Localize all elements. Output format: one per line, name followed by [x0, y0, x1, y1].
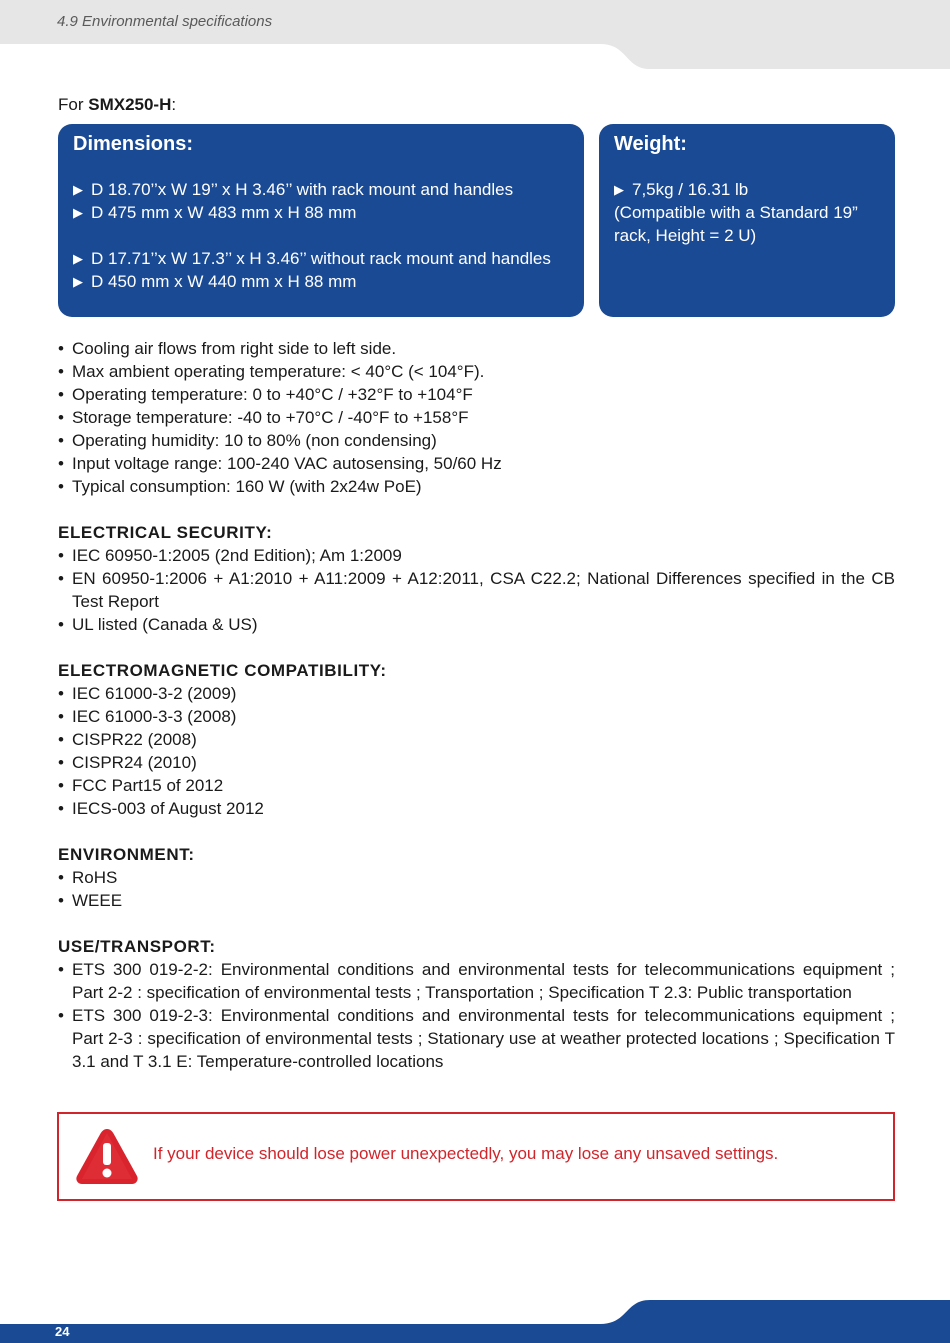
weight-title: Weight: [614, 133, 687, 155]
spec-item: • Typical consumption: 160 W (with 2x24w PoE) [58, 477, 422, 496]
electrical-security-heading: ELECTRICAL SECURITY: [58, 523, 273, 542]
list-item: • IEC 61000-3-2 (2009) [58, 684, 237, 703]
list-item: • IEC 60950-1:2005 (2nd Edition); Am 1:2009 [58, 546, 402, 565]
list-item: • CISPR24 (2010) [58, 753, 197, 772]
list-item: • ETS 300 019-2-2: Environmental conditions and environmental tests for telecommunications equipment ; Part 2-2 : specification of environmental tests ; Transportation ; Specification T 2.3: Public transportation [58, 960, 895, 1002]
weight-box [599, 124, 895, 317]
dimensions-title: Dimensions: [73, 133, 194, 155]
dimensions-box [58, 124, 584, 317]
spec-item: • Input voltage range: 100-240 VAC autosensing, 50/60 Hz [58, 454, 502, 473]
dimension-line: ▶ D 18.70’’x W 19’’ x H 3.46’’ with rack mount and handles [73, 180, 514, 199]
warning-text: If your device should lose power unexpectedly, you may lose any unsaved settings. [153, 1144, 779, 1163]
transport-heading: USE/TRANSPORT: [58, 937, 216, 956]
model-line: For SMX250-H: [58, 95, 177, 114]
warning-box [57, 1112, 895, 1201]
triangle-right-icon: ▶ [73, 182, 83, 197]
warning-triangle-icon [74, 1126, 140, 1186]
spec-item: • Storage temperature: -40 to +70°C / -40°F to +158°F [58, 408, 469, 427]
spec-item: • Cooling air flows from right side to left side. [58, 339, 397, 358]
dimension-line: ▶ D 475 mm x W 483 mm x H 88 mm [73, 203, 357, 222]
list-item: • FCC Part15 of 2012 [58, 776, 224, 795]
spec-content [58, 337, 895, 1073]
spec-item: • Operating humidity: 10 to 80% (non condensing) [58, 431, 437, 450]
weight-line: ▶ 7,5kg / 16.31 lb [614, 180, 749, 199]
dimension-line: ▶ D 17.71’’x W 17.3’’ x H 3.46’’ without rack mount and handles [73, 249, 551, 268]
triangle-right-icon: ▶ [73, 251, 83, 266]
triangle-right-icon: ▶ [73, 274, 83, 289]
spec-item: • Operating temperature: 0 to +40°C / +32°F to +104°F [58, 385, 473, 404]
weight-note: rack, Height = 2 U) [614, 226, 757, 245]
list-item: • WEEE [58, 891, 123, 910]
model-name: SMX250-H [88, 95, 172, 114]
spec-item: • Max ambient operating temperature: < 40°C (< 104°F). [58, 362, 485, 381]
triangle-right-icon: ▶ [614, 182, 624, 197]
weight-note: (Compatible with a Standard 19” [614, 203, 858, 222]
dimension-line: ▶ D 450 mm x W 440 mm x H 88 mm [73, 272, 357, 291]
list-item: • EN 60950-1:2006 + A1:2010 + A11:2009 + A12:2011, CSA C22.2; National Differences specified in the CB Test Report [58, 569, 895, 611]
header-band [0, 0, 950, 70]
list-item: • IEC 61000-3-3 (2008) [58, 707, 237, 726]
triangle-right-icon: ▶ [73, 205, 83, 220]
page-number: 24 [55, 1324, 70, 1339]
emc-heading: ELECTROMAGNETIC COMPATIBILITY: [58, 661, 387, 680]
list-item: • IECS-003 of August 2012 [58, 799, 264, 818]
list-item: • CISPR22 (2008) [58, 730, 197, 749]
section-title: 4.9 Environmental specifications [57, 13, 273, 30]
list-item: • RoHS [58, 868, 118, 887]
list-item: • UL listed (Canada & US) [58, 615, 258, 634]
list-item: • ETS 300 019-2-3: Environmental conditions and environmental tests for telecommunications equipment ; Part 2-3 : specification of environmental tests ; Stationary use at weather protected locations ; Specification T 3.1 and T 3.1 E: Temperature-controlled locations [58, 1006, 895, 1071]
environment-heading: ENVIRONMENT: [58, 845, 195, 864]
footer-band [0, 1298, 950, 1343]
